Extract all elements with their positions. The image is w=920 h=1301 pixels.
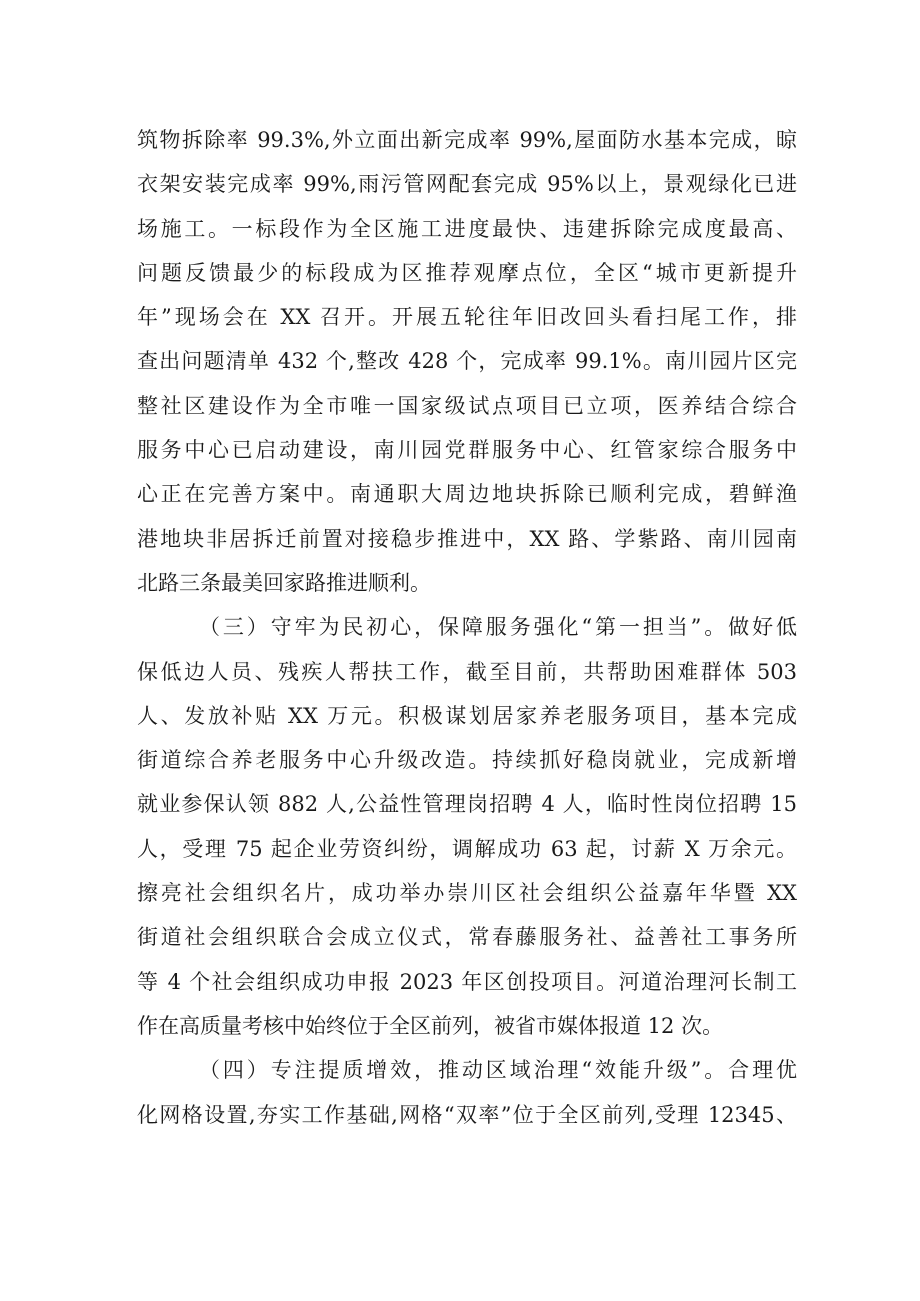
section-heading-line: （三）守牢为民初心，保障服务强化“第一担当”。做好低	[199, 615, 797, 640]
text-line: 港地块非居拆迁前置对接稳步推进中，XX 路、学紫路、南川园南	[137, 526, 797, 551]
text-line: 街道综合养老服务中心升级改造。持续抓好稳岗就业，完成新增	[137, 748, 797, 773]
text-line: 等 4 个社会组织成功申报 2023 年区创投项目。河道治理河长制工	[137, 969, 797, 994]
text-line: 心正在完善方案中。南通职大周边地块拆除已顺利完成，碧鲜渔	[137, 482, 797, 507]
section-heading-line: （四）专注提质增效，推动区域治理“效能升级”。合理优	[199, 1058, 797, 1083]
text-line: 人，受理 75 起企业劳资纠纷，调解成功 63 起，讨薪 X 万余元。	[137, 836, 797, 861]
text-line: 作在高质量考核中始终位于全区前列，被省市媒体报道 12 次。	[137, 1013, 724, 1038]
body-text	[137, 118, 797, 1137]
text-line: 街道社会组织联合会成立仪式，常春藤服务社、益善社工事务所	[137, 925, 797, 950]
text-line: 场施工。一标段作为全区施工进度最快、违建拆除完成度最高、	[137, 216, 797, 241]
text-line: 化网格设置,夯实工作基础,网格“双率”位于全区前列,受理 12345、	[137, 1102, 797, 1127]
text-line: 服务中心已启动建设，南川园党群服务中心、红管家综合服务中	[137, 438, 797, 463]
text-line: 问题反馈最少的标段成为区推荐观摩点位，全区“城市更新提升	[137, 260, 797, 285]
text-line: 年”现场会在 XX 召开。开展五轮往年旧改回头看扫尾工作，排	[137, 305, 797, 330]
text-line: 保低边人员、残疾人帮扶工作，截至目前，共帮助困难群体 503	[137, 659, 797, 684]
text-line: 北路三条最美回家路推进顺利。	[137, 570, 431, 595]
text-line: 查出问题清单 432 个,整改 428 个，完成率 99.1%。南川园片区完	[137, 349, 797, 374]
text-line: 人、发放补贴 XX 万元。积极谋划居家养老服务项目，基本完成	[137, 703, 797, 728]
text-line: 整社区建设作为全市唯一国家级试点项目已立项，医养结合综合	[137, 393, 797, 418]
text-line: 筑物拆除率 99.3%,外立面出新完成率 99%,屋面防水基本完成，晾	[137, 128, 797, 152]
text-line: 擦亮社会组织名片，成功举办崇川区社会组织公益嘉年华暨 XX	[137, 881, 797, 906]
text-line: 衣架安装完成率 99%,雨污管网配套完成 95%以上，景观绿化已进	[137, 172, 797, 197]
text-line: 就业参保认领 882 人,公益性管理岗招聘 4 人，临时性岗位招聘 15	[137, 792, 797, 817]
